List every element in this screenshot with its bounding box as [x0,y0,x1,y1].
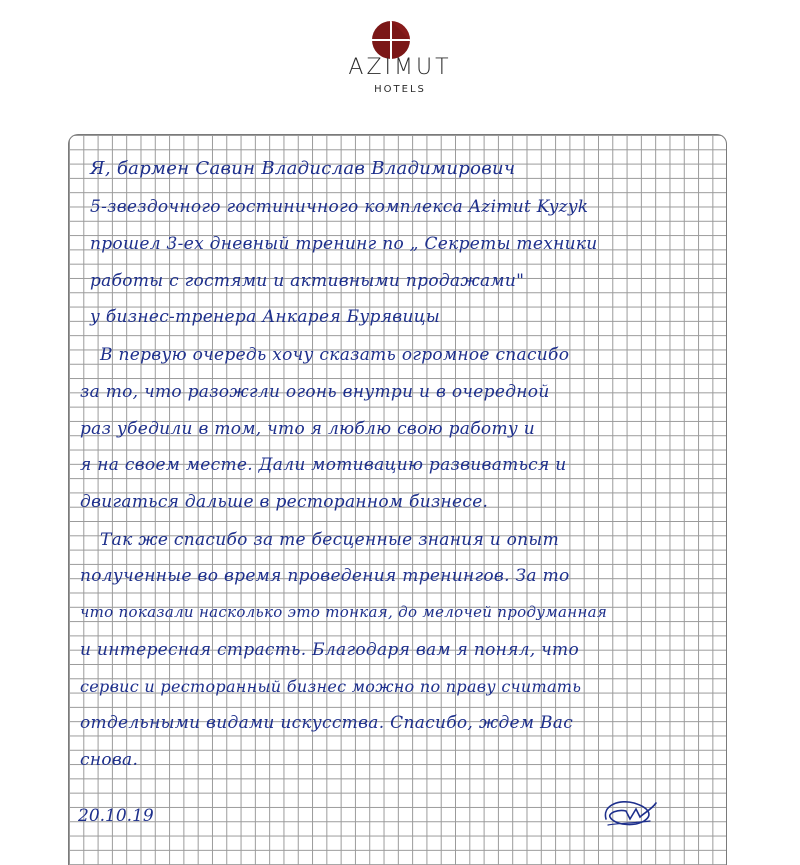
signature-icon [600,795,658,831]
letter-line: сервис и ресторанный бизнес можно по праву считать [80,677,582,696]
letter-line: 5-звездочного гостиничного комплекса Azimut Kyzyk [90,197,589,217]
letter-line: и интересная страсть. Благодаря вам я понял, что [80,640,580,660]
letter-line: раз убедили в том, что я люблю свою работу и [80,419,535,439]
letter-line: В первую очередь хочу сказать огромное спасибо [100,345,570,365]
letter-line: двигаться дальше в ресторанном бизнесе. [80,492,489,512]
letter-line: полученные во время проведения тренингов. За то [80,566,570,586]
letter-line: я на своем месте. Дали мотивацию развиваться и [80,455,567,475]
brand-subtitle: HOTELS [374,84,426,95]
letter-line: отдельными видами искусства. Спасибо, ждем Вас [80,713,574,733]
letter-line: что показали насколько это тонкая, до мелочей продуманная [80,603,608,621]
letter-line: прошел 3-ех дневный тренинг по „ Секреты техники [90,234,598,254]
letter-line: за то, что разожгли огонь внутри и в очередной [80,382,550,402]
letter-line: Я, бармен Савин Владислав Владимирович [90,158,516,179]
letterhead [0,0,800,120]
letter-line: у бизнес-тренера Анкарея Бурявицы [90,307,441,327]
letter-date: 20.10.19 [78,806,154,826]
brand-name: AZIMUT [348,55,452,80]
letter-line: снова. [80,750,139,770]
letter-line: работы с гостями и активными продажами" [90,271,525,291]
letter-line: Так же спасибо за те бесценные знания и опыт [100,530,560,550]
